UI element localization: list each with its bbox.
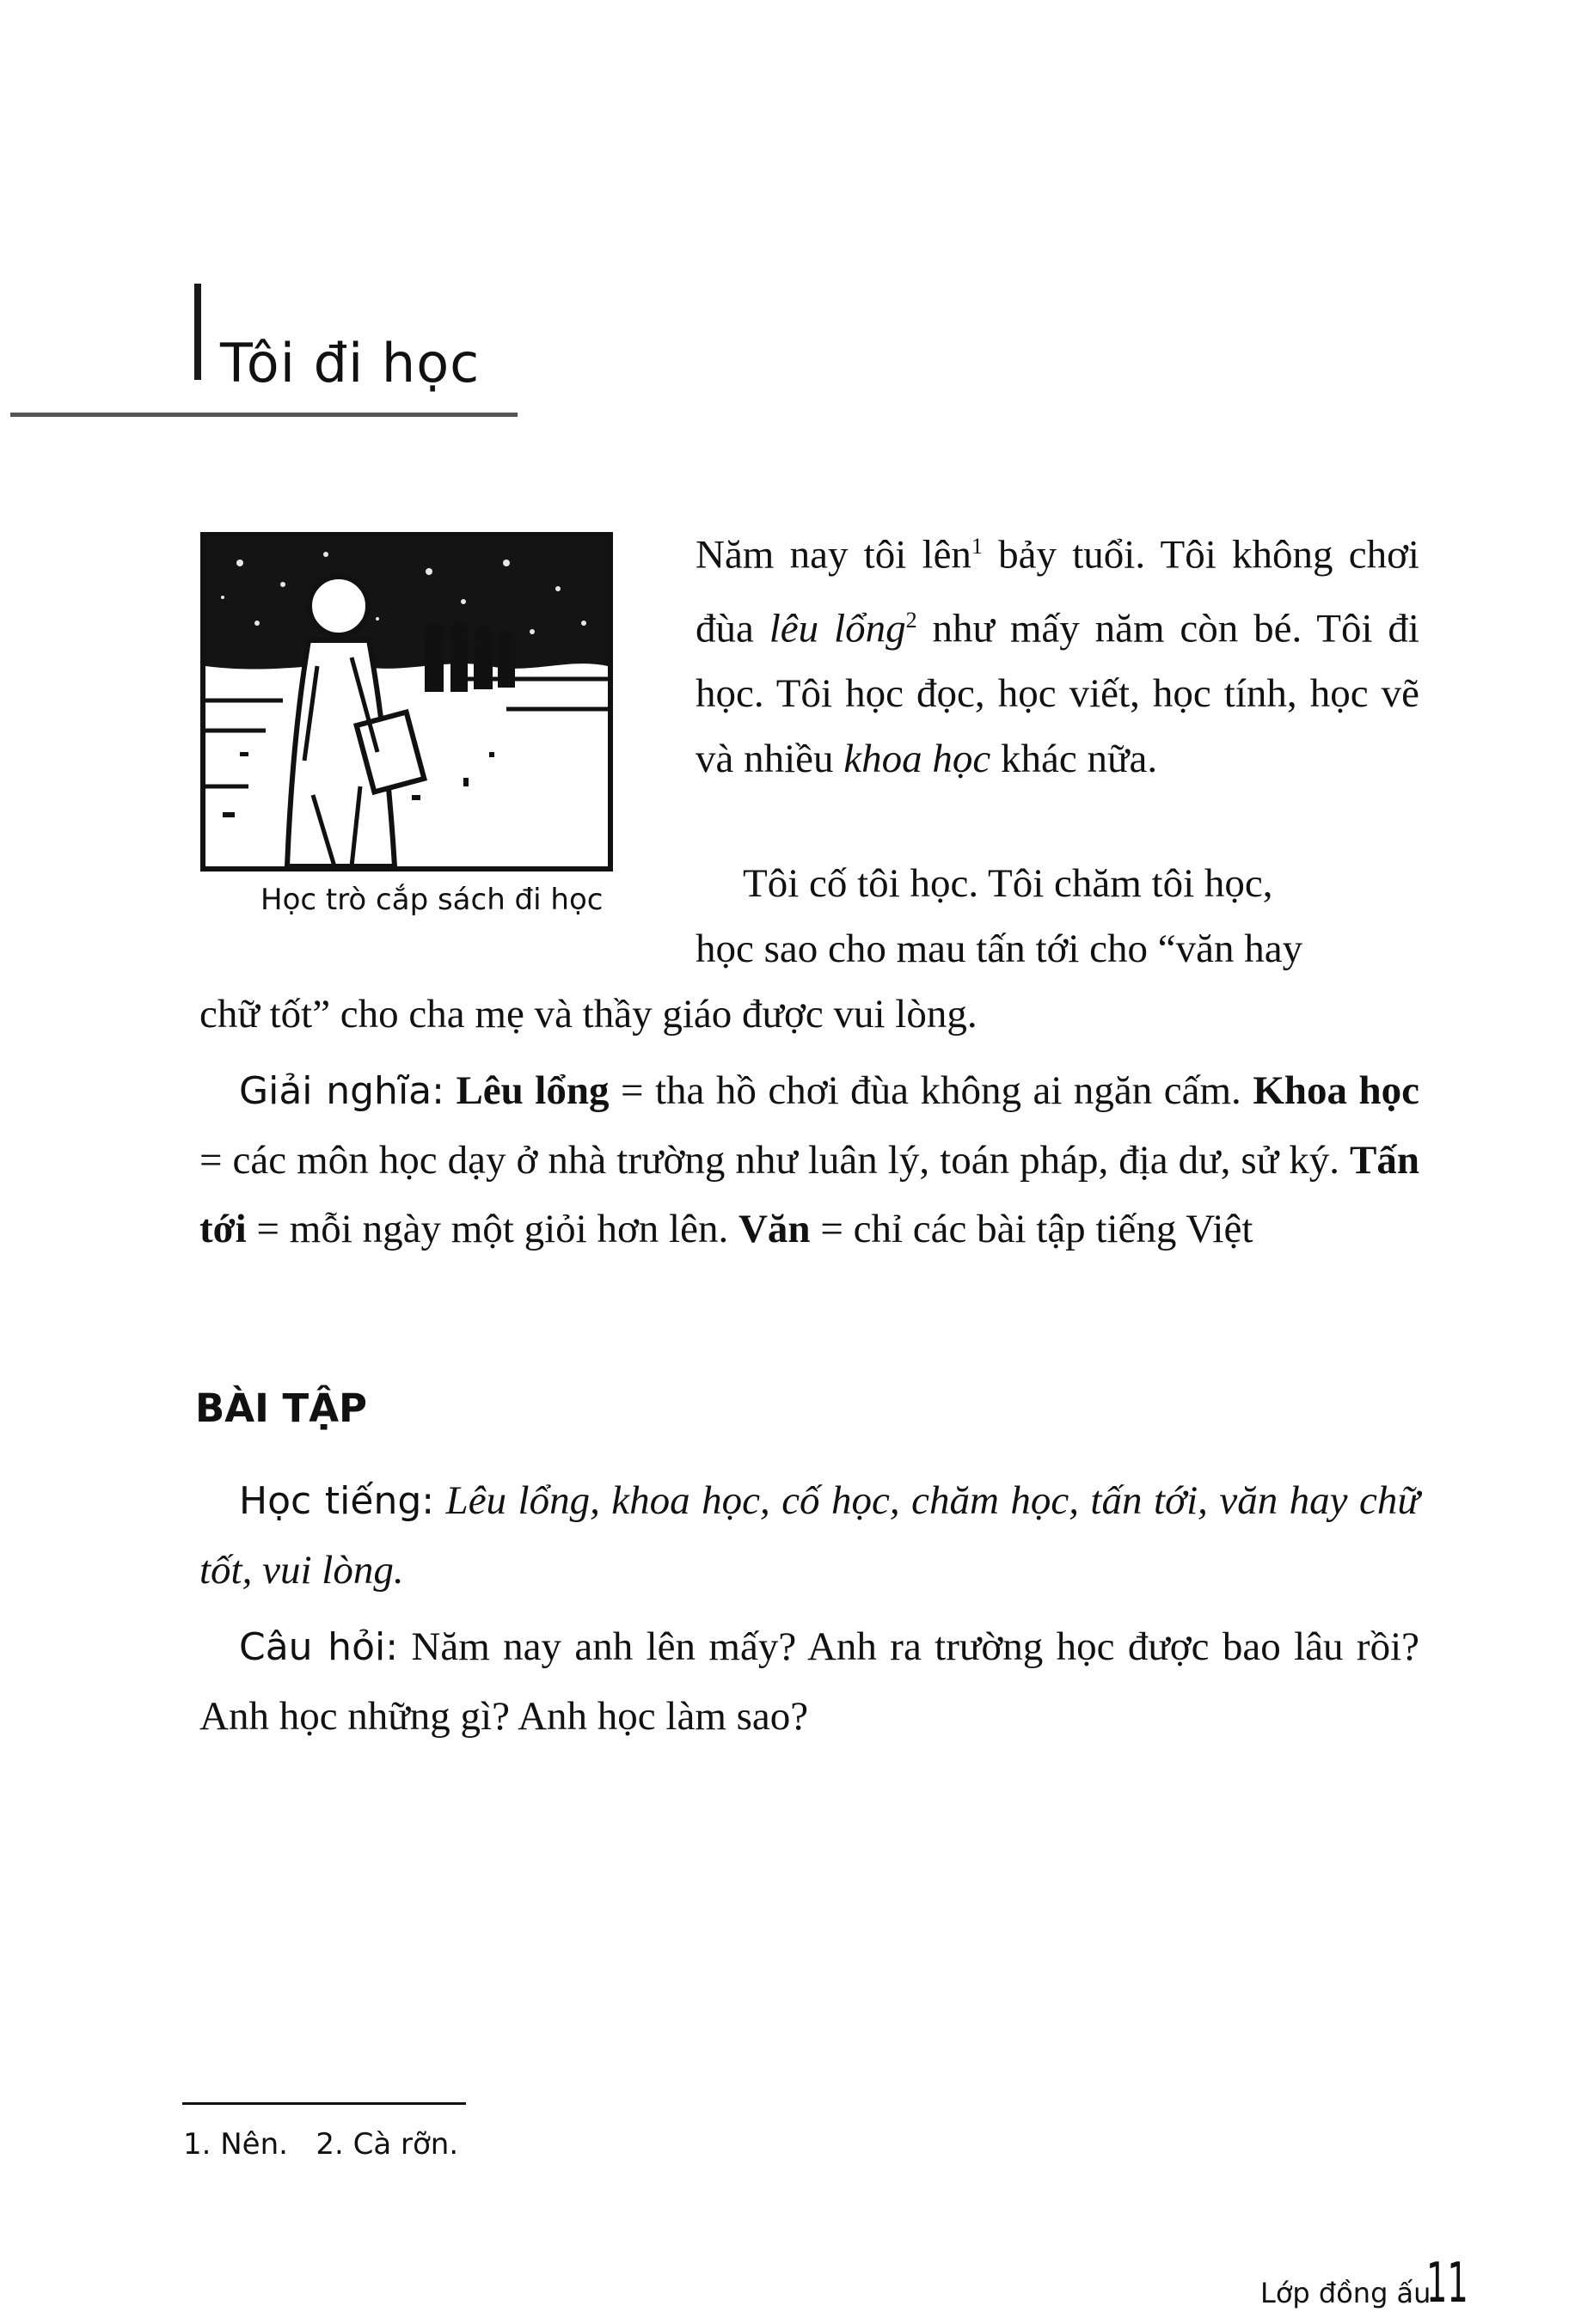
schoolboy-drawing xyxy=(205,537,608,866)
glossary-label: Giải nghĩa: xyxy=(239,1069,444,1113)
glossary-term-2: Khoa học xyxy=(1253,1068,1420,1113)
questions-label: Câu hỏi: xyxy=(239,1625,399,1669)
glossary-term-4: Văn xyxy=(738,1207,811,1251)
footnotes: 1. Nên. 2. Cà rỡn. xyxy=(183,2127,459,2162)
study-words-label: Học tiếng: xyxy=(239,1479,435,1523)
chapter-title: Tôi đi học xyxy=(220,332,481,394)
footnote-ref-2: 2 xyxy=(905,607,917,633)
para2-line-3: chữ tốt” cho cha mẹ và thầy giáo được vui lòng. xyxy=(199,992,977,1037)
glossary-def-3: = mỗi ngày một giỏi hơn lên. xyxy=(246,1207,738,1251)
intro-text-3: như mấy năm còn bé. Tôi đi học. Tôi học đọc, học viết, học tính, học vẽ và nhiều xyxy=(696,606,1419,782)
study-words-list: Lêu lổng, khoa học, cố học, chăm học, tấn tới, văn hay chữ tốt, vui lòng. xyxy=(199,1478,1420,1593)
questions-paragraph xyxy=(199,1612,1419,1751)
illustration-caption: Học trò cắp sách đi học xyxy=(260,883,604,917)
glossary-paragraph xyxy=(199,1056,1419,1263)
intro-text-1: Năm nay tôi lên xyxy=(696,532,971,578)
glossary-term-3: Tấn tới xyxy=(199,1138,1419,1251)
intro-italic-term-1: lêu lổng xyxy=(769,606,906,651)
chapter-marker-bar xyxy=(194,284,201,380)
footnote-ref-1: 1 xyxy=(971,534,983,559)
running-footer-title: Lớp đồng ấu xyxy=(1260,2277,1431,2309)
exercise-heading: BÀI TẬP xyxy=(195,1385,368,1431)
para2-line-2: học sao cho mau tấn tới cho “văn hay xyxy=(696,927,1303,971)
glossary-def-2: = các môn học dạy ở nhà trường như luân lý, toán pháp, địa dư, sử ký. xyxy=(199,1138,1350,1183)
intro-paragraph xyxy=(696,514,1419,792)
study-words-paragraph xyxy=(199,1466,1419,1605)
intro-italic-term-2: khoa học xyxy=(843,737,991,782)
second-paragraph xyxy=(199,851,1419,1047)
glossary-def-4: = chỉ các bài tập tiếng Việt xyxy=(810,1207,1253,1251)
intro-text-4: khác nữa. xyxy=(990,737,1158,782)
page-number: 11 xyxy=(1426,2252,1468,2315)
glossary-def-1: = tha hồ chơi đùa không ai ngăn cấm. xyxy=(609,1068,1253,1113)
footnote-divider xyxy=(182,2102,466,2105)
title-underline xyxy=(10,413,518,417)
glossary-term-1: Lêu lổng xyxy=(456,1068,610,1113)
para2-line-1: Tôi cố tôi học. Tôi chăm tôi học, xyxy=(743,861,1273,906)
questions-text: Năm nay anh lên mấy? Anh ra trường học được bao lâu rồi? Anh học những gì? Anh học làm sao? xyxy=(199,1624,1419,1739)
intro-text-2: bảy tuổi. Tôi không chơi đùa xyxy=(696,532,1419,651)
illustration-schoolboy xyxy=(200,532,613,872)
